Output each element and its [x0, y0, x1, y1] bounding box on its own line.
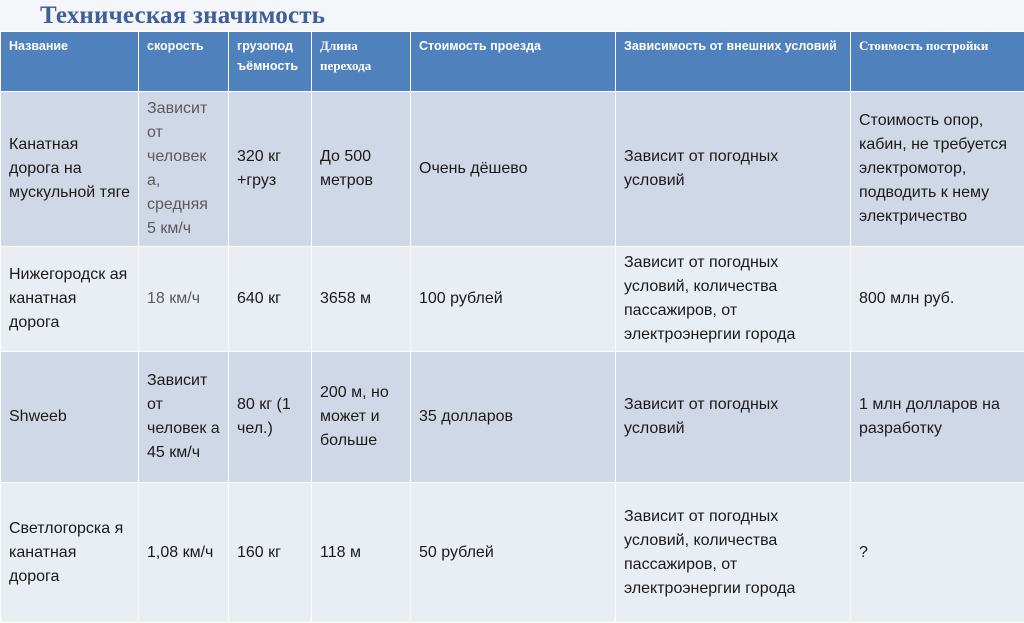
- cell-fare: 50 рублей: [411, 483, 616, 623]
- cell-speed: Зависит от человек а, средняя 5 км/ч: [139, 92, 229, 247]
- cell-speed: 1,08 км/ч: [139, 483, 229, 623]
- cell-name: Нижегородск ая канатная дорога: [1, 247, 139, 352]
- cell-dependence: Зависит от погодных условий, количества пассажиров, от электроэнергии города: [616, 247, 851, 352]
- cell-length: До 500 метров: [312, 92, 411, 247]
- cell-build-cost: Стоимость опор, кабин, не требуется электромотор, подводить к нему электричество: [851, 92, 1024, 247]
- cell-fare: 100 рублей: [411, 247, 616, 352]
- cell-speed: 18 км/ч: [139, 247, 229, 352]
- cell-fare: 35 долларов: [411, 352, 616, 483]
- header-dependence: Зависимость от внешних условий: [616, 32, 851, 92]
- header-row: [1, 32, 1024, 92]
- header-fare: Стоимость проезда: [411, 32, 616, 92]
- cell-build-cost: 800 млн руб.: [851, 247, 1024, 352]
- table-row: [1, 247, 1024, 352]
- header-build-cost: Стоимость постройки: [851, 32, 1024, 92]
- cell-length: 200 м, но может и больше: [312, 352, 411, 483]
- table-row: [1, 92, 1024, 247]
- cell-build-cost: ?: [851, 483, 1024, 623]
- table-row: [1, 352, 1024, 483]
- cell-capacity: 320 кг +груз: [229, 92, 312, 247]
- slide-title: Техническая значимость: [40, 2, 325, 30]
- header-speed: скорость: [139, 32, 229, 92]
- cell-name: Shweeb: [1, 352, 139, 483]
- comparison-table: [0, 31, 1024, 623]
- cell-dependence: Зависит от погодных условий, количества пассажиров, от электроэнергии города: [616, 483, 851, 623]
- cell-capacity: 160 кг: [229, 483, 312, 623]
- cell-name: Канатная дорога на мускульной тяге: [1, 92, 139, 247]
- cell-fare: Очень дёшево: [411, 92, 616, 247]
- cell-capacity: 80 кг (1 чел.): [229, 352, 312, 483]
- cell-dependence: Зависит от погодных условий: [616, 352, 851, 483]
- cell-speed: Зависит от человек а 45 км/ч: [139, 352, 229, 483]
- header-length: Длина перехода: [312, 32, 411, 92]
- table-row: [1, 483, 1024, 623]
- cell-dependence: Зависит от погодных условий: [616, 92, 851, 247]
- cell-build-cost: 1 млн долларов на разработку: [851, 352, 1024, 483]
- cell-length: 118 м: [312, 483, 411, 623]
- header-name: Название: [1, 32, 139, 92]
- cell-capacity: 640 кг: [229, 247, 312, 352]
- header-capacity: грузопод ъёмность: [229, 32, 312, 92]
- cell-length: 3658 м: [312, 247, 411, 352]
- cell-name: Светлогорска я канатная дорога: [1, 483, 139, 623]
